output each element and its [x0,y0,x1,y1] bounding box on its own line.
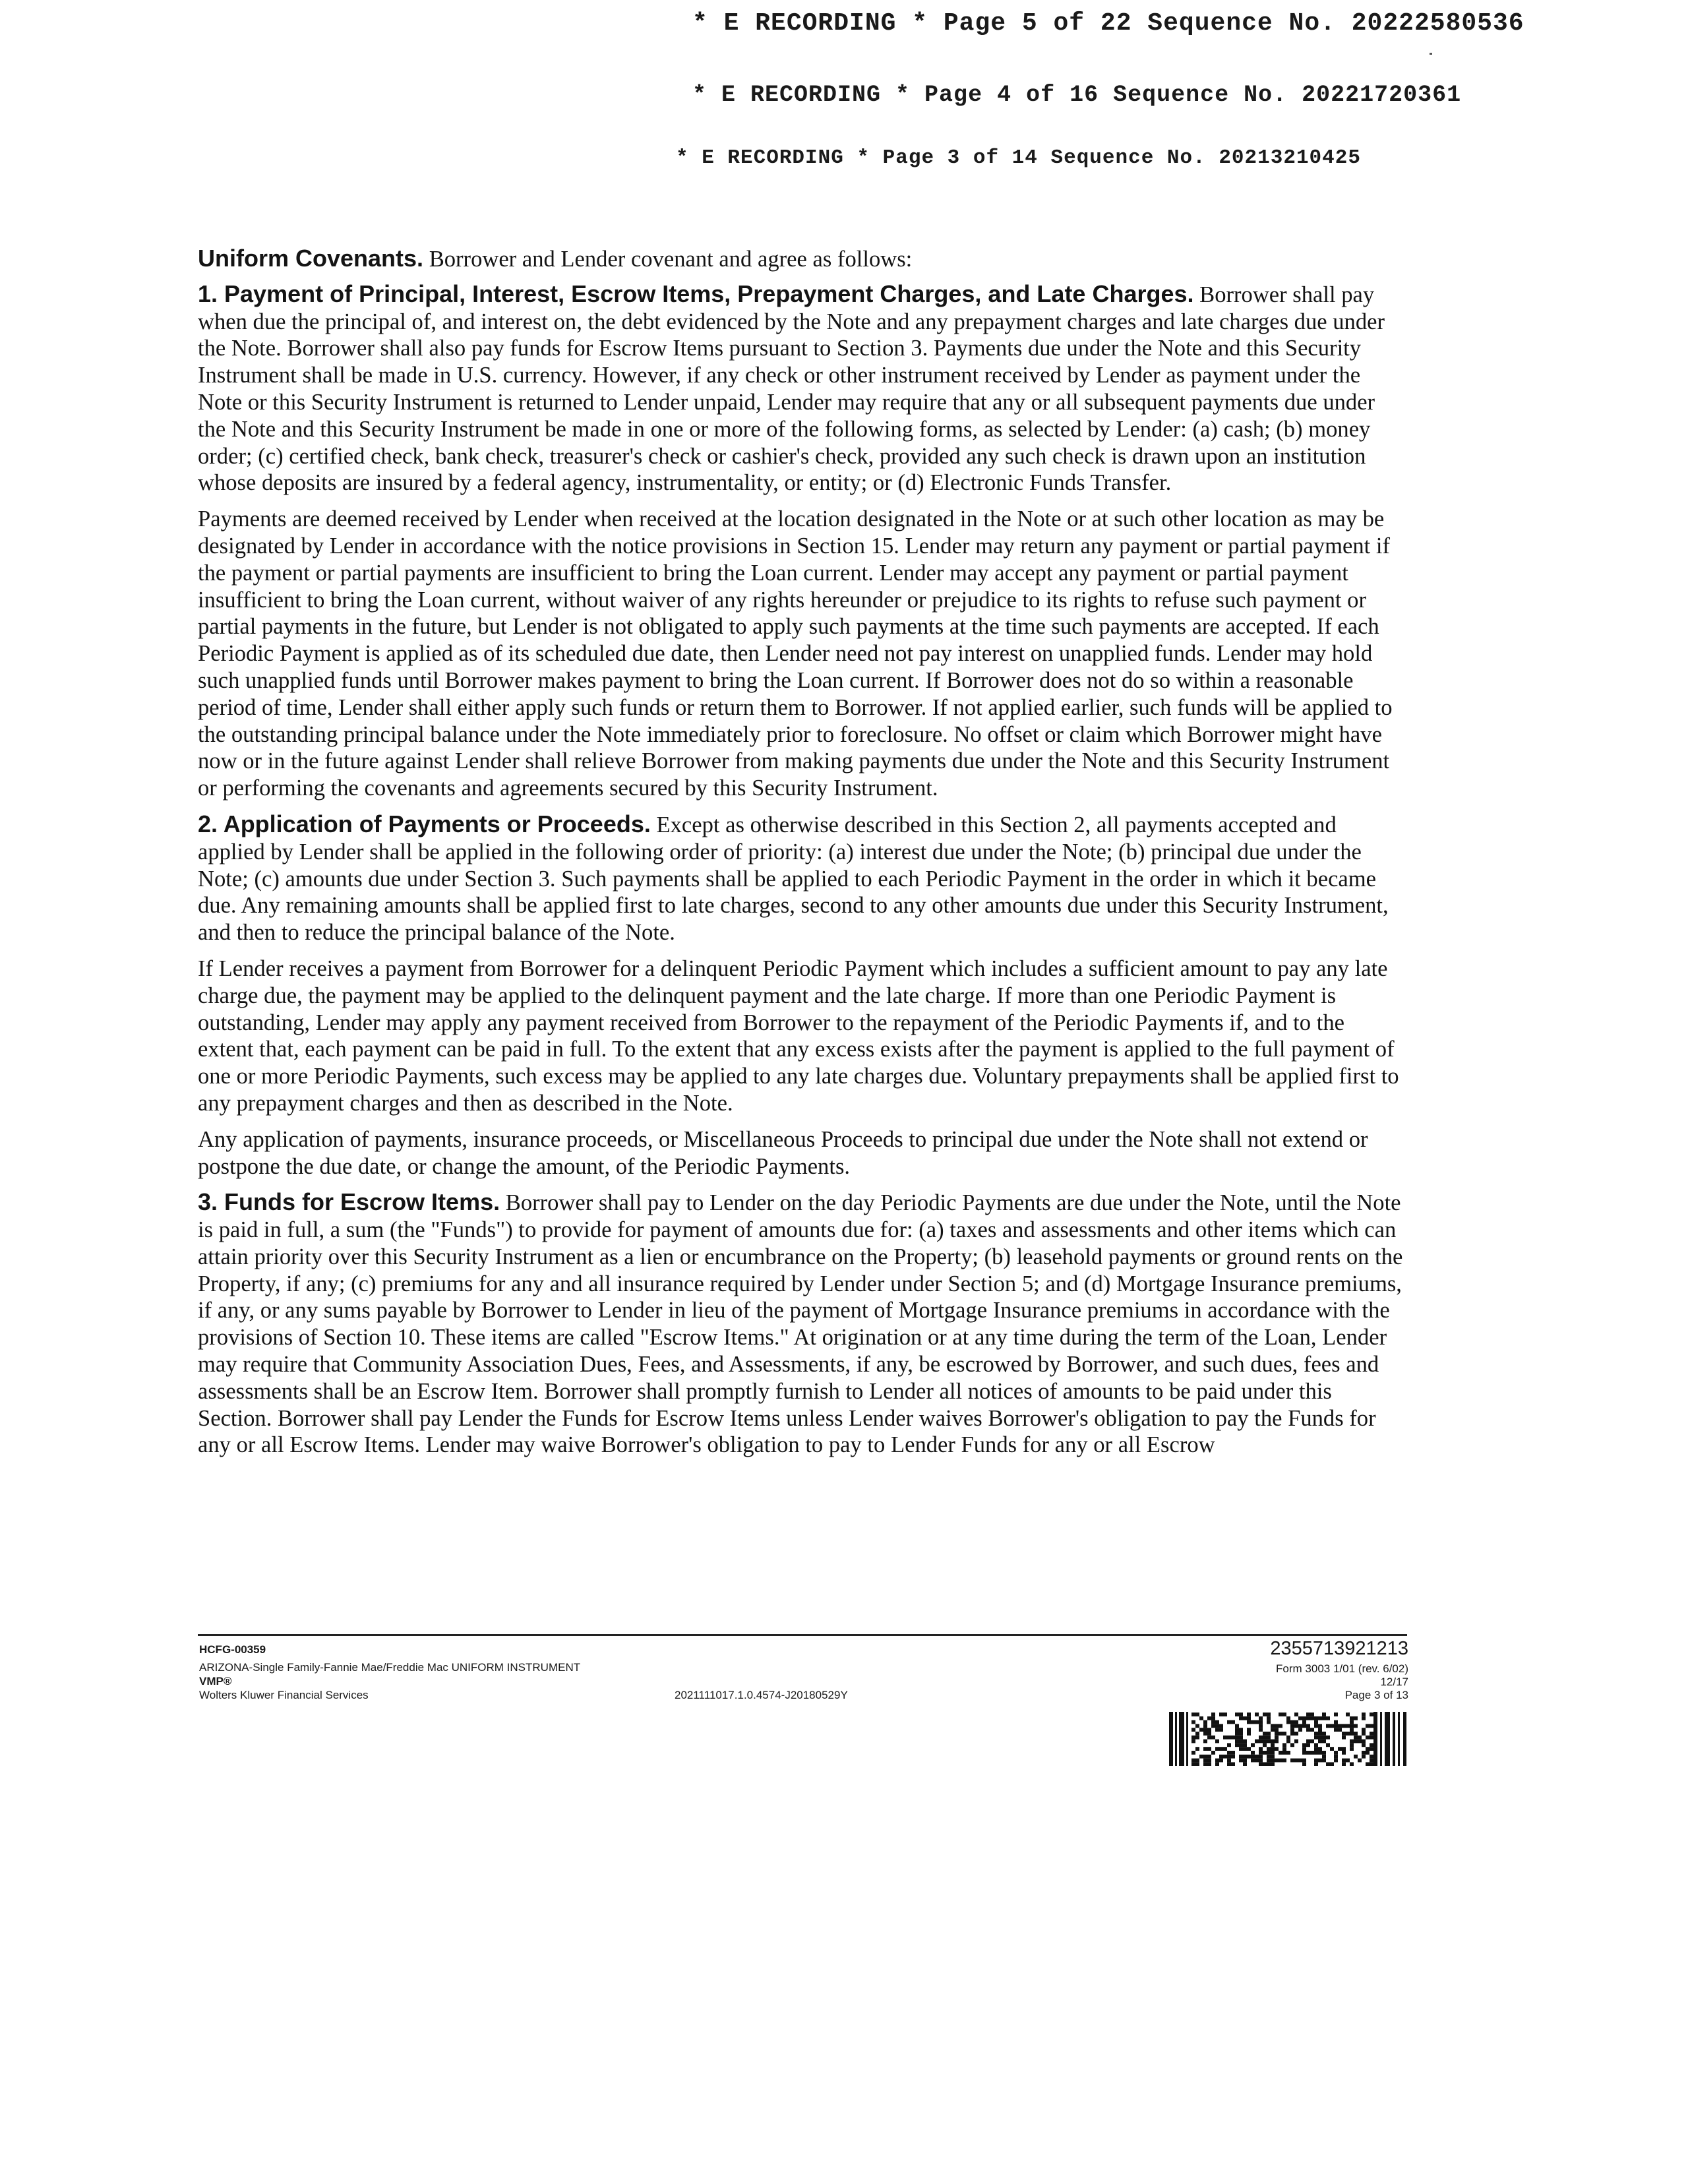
vmp-label: VMP® [199,1675,232,1687]
section-3-text: Borrower shall pay to Lender on the day Periodic Payments are due under the Note, until the Note is paid in full, a sum (the "Funds") to provide for payment of amounts due for: (a) taxes and assessments and other items which can attain priority over this Security Instrument as a lien or encumbrance on the Property; (b) leasehold payments or ground rents on the Property, if any; (c) premiums for any and all insurance required by Lender under Section 5; and (d) Mortgage Insurance premiums, if any, or any sums payable by Borrower to Lender in lieu of the payment of Mortgage Insurance premiums in accordance with the provisions of Section 10. These items are called "Escrow Items." At origination or at any time during the term of the Loan, Lender may require that Community Association Dues, Fees, and Assessments, if any, be escrowed by Borrower, and such dues, fees and assessments shall be an Escrow Item. Borrower shall promptly furnish to Lender all notices of amounts to be paid under this Section. Borrower shall pay Lender the Funds for Escrow Items unless Lender waives Borrower's obligation to pay the Funds for any or all Escrow Items. Lender may waive Borrower's obligation to pay to Lender Funds for any or all Escrow [198,1190,1403,1458]
section-2-heading: 2. Application of Payments or Proceeds. [198,810,651,837]
section-2-text: Except as otherwise described in this Section 2, all payments accepted and applied by Lender shall be applied in the following order of priority: (a) interest due under the Note; (b) principal due under the Note; (c) amounts due under Section 3. Such payments shall be applied to each Periodic Payment in the order in which it became due. Any remaining amounts shall be applied first to late charges, second to any other amounts due under this Security Instrument, and then to reduce the principal balance of the Note. [198,812,1389,946]
publisher-name: Wolters Kluwer Financial Services [199,1689,369,1701]
form-code: HCFG-00359 [199,1643,266,1656]
loan-number: 2355713921213 [1270,1638,1408,1659]
section-2-paragraph-2: If Lender receives a payment from Borrower for a delinquent Periodic Payment which includes a sufficient amount to pay any late charge due, the payment may be applied to the delinquent payment and the late charge. If more than one Periodic Payment is outstanding, Lender may apply any payment received from Borrower to the repayment of the Periodic Payments if, and to the extent that, each payment can be paid in full. To the extent that any excess exists after the payment is applied to the full payment of one or more Periodic Payments, such excess may be applied to any late charges due. Voluntary prepayments shall be applied first to any prepayment charges and then as described in the Note. [198,956,1399,1116]
intro-heading: Uniform Covenants. [198,245,424,272]
section-1-paragraph-2: Payments are deemed received by Lender when received at the location designated in the Note or at such other location as may be designated by Lender in accordance with the notice provisions in Section 15. Lender may return any payment or partial payment if the payment or partial payments are insufficient to bring the Loan current. Lender may accept any payment or partial payment insufficient to bring the Loan current, without waiver of any rights hereunder or prejudice to its rights to refuse such payment or partial payments in the future, but Lender is not obligated to apply such payments at the time such payments are accepted. If each Periodic Payment is applied as of its scheduled due date, then Lender need not pay interest on unapplied funds. Lender may hold such unapplied funds until Borrower makes payment to bring the Loan current. If Borrower does not do so within a reasonable period of time, Lender shall either apply such funds or return them to Borrower. If not applied earlier, such funds will be applied to the outstanding principal balance under the Note immediately prior to foreclosure. No offset or claim which Borrower might have now or in the future against Lender shall relieve Borrower from making payments due under the Note and this Security Instrument or performing the covenants and agreements secured by this Security Instrument. [198,506,1393,801]
section-1-paragraph-1 [198,281,1404,497]
footer-divider [198,1634,1407,1636]
document-id: 2021111017.1.0.4574-J20180529Y [675,1689,848,1701]
page-number: Page 3 of 13 [1344,1689,1408,1701]
recording-stamp-1: * E RECORDING * Page 5 of 22 Sequence No. 20222580536 [692,9,1524,38]
recording-stamp-2: * E RECORDING * Page 4 of 16 Sequence No. 20221720361 [692,82,1462,108]
section-1-heading: 1. Payment of Principal, Interest, Escrow Items, Prepayment Charges, and Late Charges. [198,280,1194,307]
section-2-paragraph-1 [198,811,1404,946]
form-date: 12/17 [1380,1676,1408,1688]
scan-speck [1430,53,1432,55]
document-body [198,245,1404,1468]
section-1-text: Borrower shall pay when due the principal of, and interest on, the debt evidenced by the Note and any prepayment charges and late charges due under the Note. Borrower shall also pay funds for Escrow Items pursuant to Section 3. Payments due under the Note and this Security Instrument shall be made in U.S. currency. However, if any check or other instrument received by Lender as payment under the Note or this Security Instrument is returned to Lender unpaid, Lender may require that any or all subsequent payments due under the Note and this Security Instrument be made in one or more of the following forms, as selected by Lender: (a) cash; (b) money order; (c) certified check, bank check, treasurer's check or cashier's check, provided any such check is drawn upon an institution whose deposits are insured by a federal agency, instrumentality, or entity; or (d) Electronic Funds Transfer. [198,282,1385,496]
section-2-paragraph-3: Any application of payments, insurance proceeds, or Miscellaneous Proceeds to principal due under the Note shall not extend or postpone the due date, or change the amount, of the Periodic Payments. [198,1126,1368,1179]
section-3-heading: 3. Funds for Escrow Items. [198,1188,500,1216]
intro-text: Borrower and Lender covenant and agree as follows: [423,247,913,272]
section-3-paragraph-1 [198,1189,1404,1459]
form-number: Form 3003 1/01 (rev. 6/02) [1276,1662,1408,1675]
uniform-covenants-intro [198,245,1404,273]
barcode-icon [1169,1712,1406,1766]
recording-stamp-3: * E RECORDING * Page 3 of 14 Sequence No. 20213210425 [676,146,1361,169]
form-title: ARIZONA-Single Family-Fannie Mae/Freddie Mac UNIFORM INSTRUMENT [199,1661,581,1674]
